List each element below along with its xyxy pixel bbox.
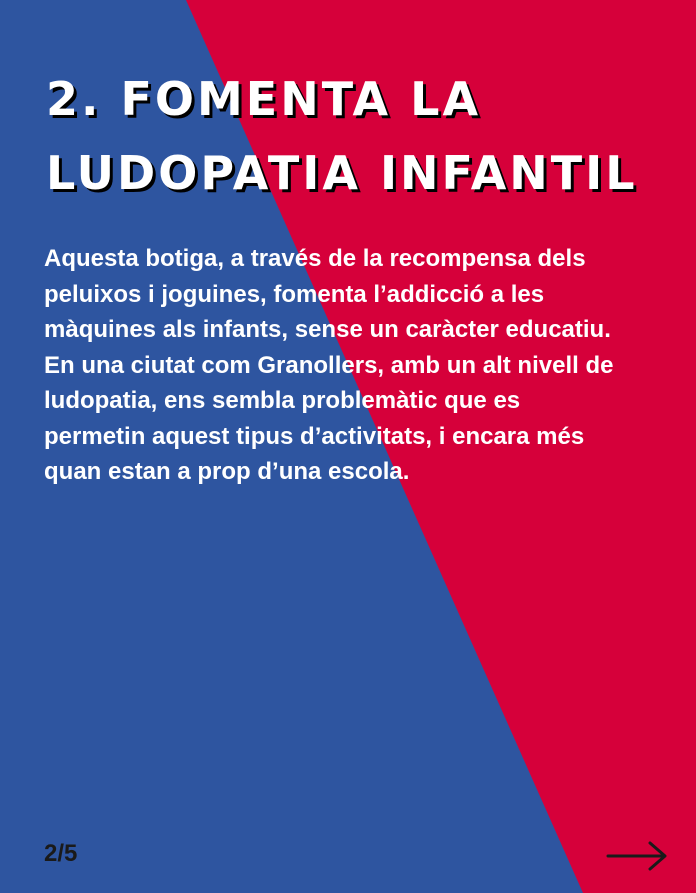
body-line-2: peluixos i joguines, fomenta l’addicció a les <box>44 280 545 308</box>
arrow-right-icon <box>606 839 670 873</box>
body-line-4: En una ciutat com Granollers, amb un alt nivell de <box>44 351 614 379</box>
title-line-1: 2. FOMENTA LA <box>46 72 482 126</box>
body-paragraph <box>44 241 664 490</box>
title-line-2: LUDOPATIA INFANTIL <box>46 146 638 200</box>
body-line-7: quan estan a prop d’una escola. <box>44 458 410 485</box>
page-indicator: 2/5 <box>44 840 78 867</box>
slide-title <box>46 62 666 210</box>
body-line-5: ludopatia, ens sembla problemàtic que es <box>44 387 521 414</box>
body-line-1: Aquesta botiga, a través de la recompensa dels <box>44 245 586 272</box>
body-line-3: màquines als infants, sense un caràcter educatiu. <box>44 316 611 343</box>
next-slide-button[interactable] <box>606 839 670 873</box>
body-line-6: permetin aquest tipus d’activitats, i encara més <box>44 422 585 450</box>
